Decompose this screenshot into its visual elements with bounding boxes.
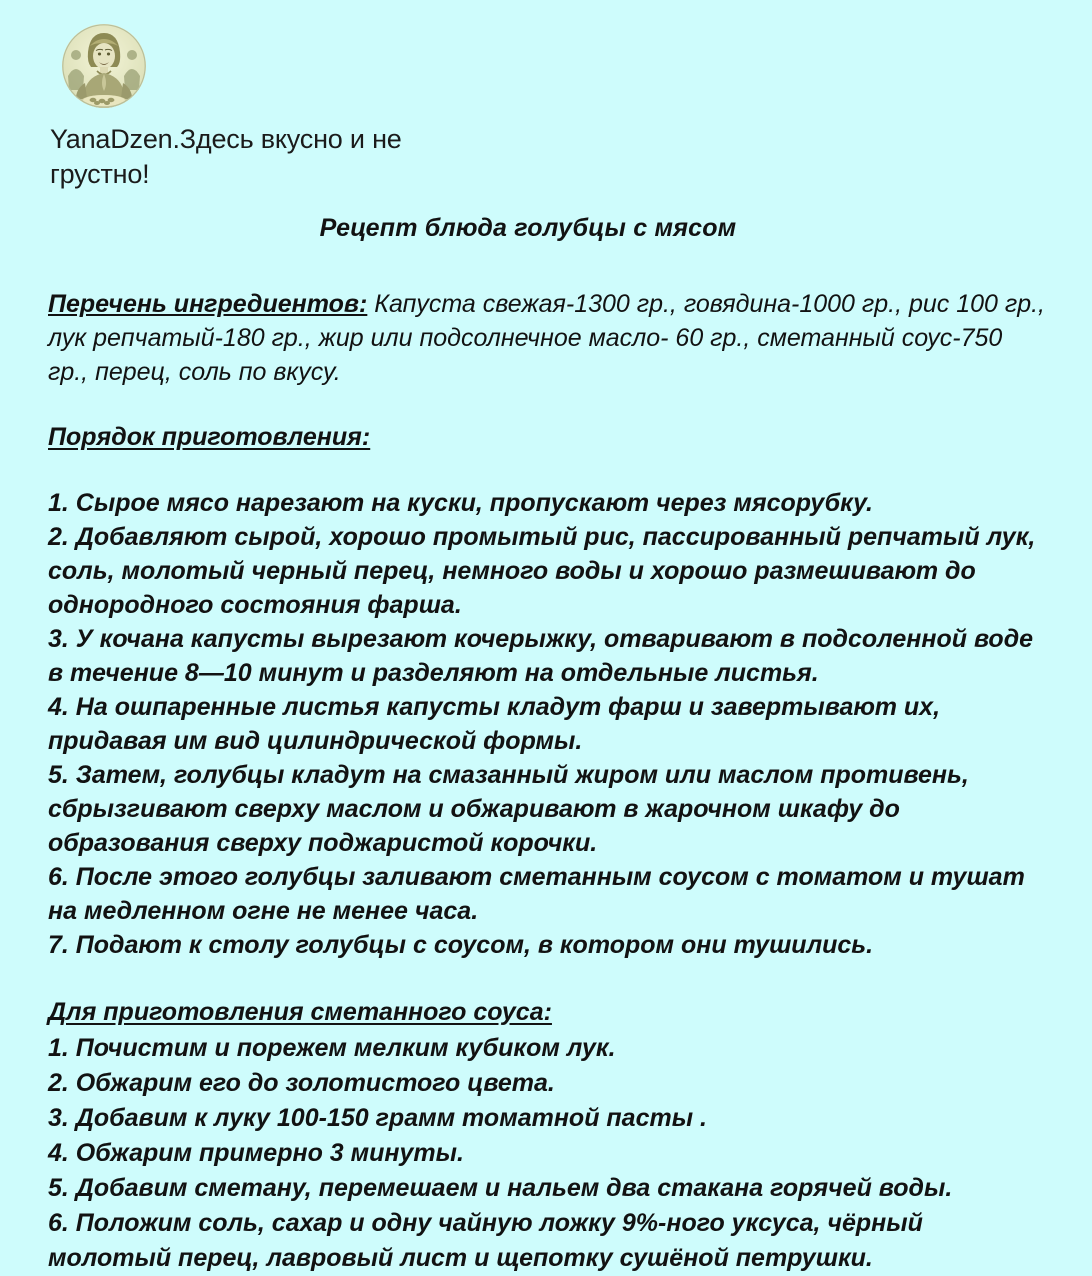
sauce-section	[48, 998, 1048, 1276]
list-item: 1. Сырое мясо нарезают на куски, пропускают через мясорубку.	[48, 489, 873, 517]
list-item: 5. Затем, голубцы кладут на смазанный жиром или маслом противень, сбрызгивают сверху маслом и обжаривают в жарочном шкафу до образования сверху поджаристой корочки.	[48, 761, 969, 857]
list-item: 7. Подают к столу голубцы с соусом, в котором они тушились.	[48, 931, 874, 959]
list-item: 4. На ошпаренные листья капусты кладут фарш и завертывают их, придавая им вид цилиндрической формы.	[48, 693, 941, 755]
preparation-steps-list	[48, 486, 1048, 962]
channel-header	[50, 24, 470, 191]
list-item: 3. Добавим к луку 100-150 грамм томатной пасты .	[48, 1104, 707, 1132]
ingredients-label: Перечень ингредиентов:	[48, 290, 368, 318]
ingredients-text: Капуста свежая-1300 гр., говядина-1000 гр., рис 100 гр., лук репчатый-180 гр., жир или подсолнечное масло- 60 гр., сметанный соус-750 гр., перец, соль по вкусу.	[48, 290, 1046, 386]
list-item: 3. У кочана капусты вырезают кочерыжку, отваривают в подсоленной воде в течение 8—10 минут и разделяют на отдельные листья.	[48, 625, 1034, 687]
list-item: 1. Почистим и порежем мелким кубиком лук.	[48, 1034, 616, 1062]
list-item: 6. Положим соль, сахар и одну чайную ложку 9%-ного уксуса, чёрный молотый перец, лавровый лист и щепотку сушёной петрушки.	[48, 1209, 923, 1272]
list-item: 4. Обжарим примерно 3 минуты.	[48, 1139, 464, 1167]
woman-with-tray-illustration-icon	[62, 24, 146, 108]
list-item: 2. Обжарим его до золотистого цвета.	[48, 1069, 555, 1097]
sauce-heading: Для приготовления сметанного соуса:	[48, 998, 552, 1026]
ingredients-paragraph	[48, 287, 1048, 389]
list-item: 5. Добавим сметану, перемешаем и нальем два стакана горячей воды.	[48, 1174, 953, 1202]
sauce-steps-list	[48, 1031, 1048, 1276]
list-item: 2. Добавляют сырой, хорошо промытый рис, пассированный репчатый лук, соль, молотый черный перец, немного воды и хорошо размешивают до однородного состояния фарша.	[48, 523, 1036, 619]
recipe-title: Рецепт блюда голубцы с мясом	[319, 214, 737, 242]
channel-name: YanaDzen.Здесь вкусно и не грустно!	[50, 124, 402, 189]
recipe-document	[48, 214, 1048, 1276]
preparation-heading: Порядок приготовления:	[48, 423, 371, 451]
list-item: 6. После этого голубцы заливают сметанным соусом с томатом и тушат на медленном огне не менее часа.	[48, 863, 1025, 925]
